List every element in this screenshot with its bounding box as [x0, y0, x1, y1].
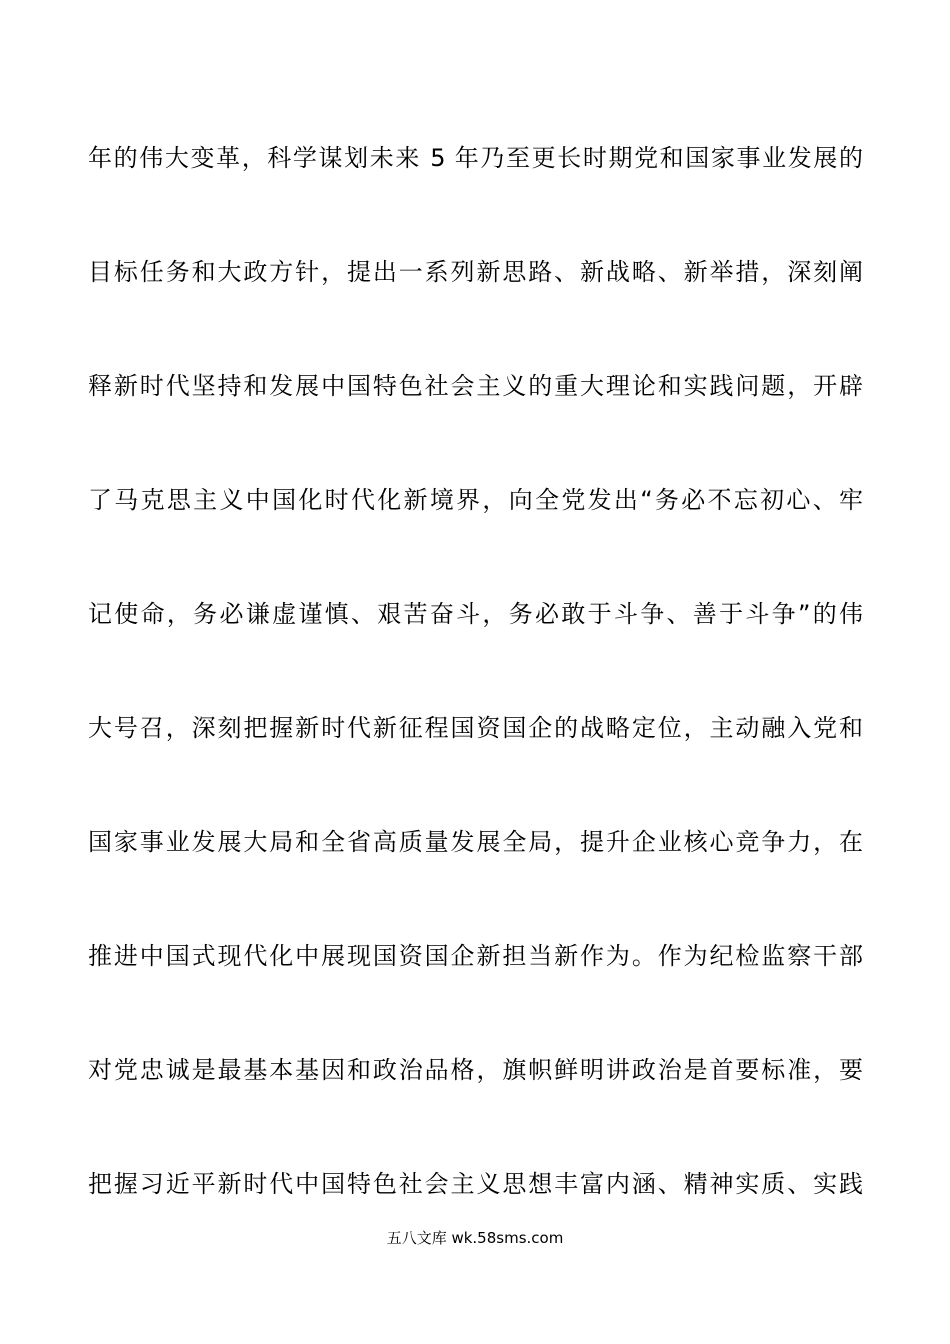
text-line: 对党忠诚是最基本基因和政治品格，旗帜鲜明讲政治是首要标准，要	[88, 1056, 863, 1084]
text-line: 记使命，务必谦虚谨慎、艰苦奋斗，务必敢于斗争、善于斗争”的伟	[88, 600, 863, 628]
text-line: 国家事业发展大局和全省高质量发展全局，提升企业核心竞争力，在	[88, 828, 863, 856]
text-line: 目标任务和大政方针，提出一系列新思路、新战略、新举措，深刻阐	[88, 258, 863, 286]
text-line: 释新时代坚持和发展中国特色社会主义的重大理论和实践问题，开辟	[88, 372, 863, 400]
text-line: 推进中国式现代化中展现国资国企新担当新作为。作为纪检监察干部	[88, 942, 863, 970]
text-line: 大号召，深刻把握新时代新征程国资国企的战略定位，主动融入党和	[88, 714, 863, 742]
text-line: 把握习近平新时代中国特色社会主义思想丰富内涵、精神实质、实践	[88, 1170, 863, 1198]
body-text	[88, 130, 863, 1270]
page-footer: 五八文库 wk.58sms.com	[386, 1229, 564, 1247]
text-line: 年的伟大变革，科学谋划未来 5 年乃至更长时期党和国家事业发展的	[88, 144, 863, 172]
text-line: 了马克思主义中国化时代化新境界，向全党发出“务必不忘初心、牢	[88, 486, 863, 514]
